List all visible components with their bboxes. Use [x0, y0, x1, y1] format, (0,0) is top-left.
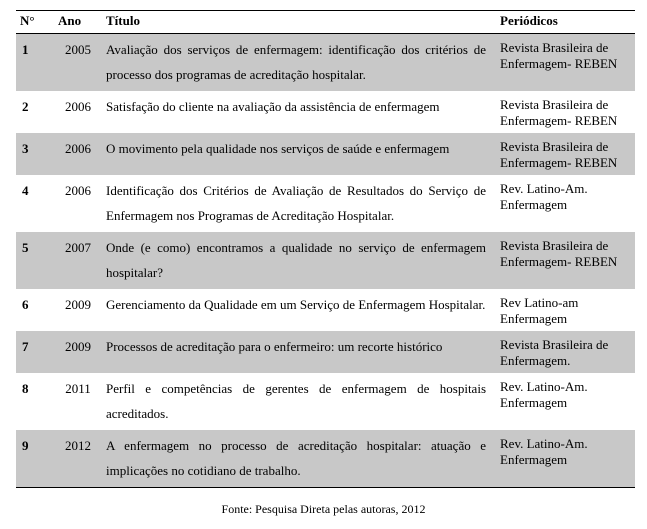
- row-num: 8: [22, 381, 29, 396]
- row-num: 7: [16, 331, 54, 373]
- row-title: Perfil e competências de gerentes de enfermagem de hospitais acreditados.: [106, 381, 486, 421]
- row-num: 2: [22, 99, 29, 114]
- row-year: 2006: [65, 183, 91, 198]
- row-title: Processos de acreditação para o enfermeiro: um recorte histórico: [102, 331, 496, 373]
- row-journal: Revista Brasileira de Enfermagem- REBEN: [496, 232, 635, 289]
- row-journal: Revista Brasileira de Enfermagem- REBEN: [500, 97, 618, 128]
- row-num: 3: [16, 133, 54, 175]
- row-journal: Rev. Latino-Am. Enfermagem: [500, 181, 588, 212]
- row-year: 2012: [54, 430, 102, 488]
- header-year: Ano: [58, 13, 82, 28]
- row-journal: Revista Brasileira de Enfermagem- REBEN: [496, 34, 635, 92]
- row-year: 2011: [65, 381, 91, 396]
- row-title: Identificação dos Critérios de Avaliação de Resultados do Serviço de Enfermagem nos Programas de Acreditação Hospitalar.: [106, 183, 486, 223]
- row-title: A enfermagem no processo de acreditação hospitalar: atuação e implicações no cotidiano de trabalho.: [102, 430, 496, 488]
- table-row: [16, 232, 635, 289]
- row-year: 2005: [54, 34, 102, 92]
- articles-table: [16, 10, 635, 488]
- row-journal: Rev. Latino-Am. Enfermagem: [496, 430, 635, 488]
- row-journal: Revista Brasileira de Enfermagem.: [496, 331, 635, 373]
- row-num: 6: [22, 297, 29, 312]
- row-num: 9: [16, 430, 54, 488]
- row-year: 2009: [65, 297, 91, 312]
- header-title: Título: [106, 13, 140, 28]
- row-title: Gerenciamento da Qualidade em um Serviço de Enfermagem Hospitalar.: [106, 297, 486, 312]
- row-year: 2009: [54, 331, 102, 373]
- row-year: 2006: [54, 133, 102, 175]
- table-row: [16, 331, 635, 373]
- header-num: N°: [20, 13, 35, 28]
- row-journal: Revista Brasileira de Enfermagem- REBEN: [496, 133, 635, 175]
- table-row: [16, 373, 635, 430]
- articles-table-wrapper: [16, 10, 635, 488]
- row-num: 5: [16, 232, 54, 289]
- table-row: [16, 430, 635, 488]
- table-row: [16, 133, 635, 175]
- row-title: O movimento pela qualidade nos serviços de saúde e enfermagem: [102, 133, 496, 175]
- header-journal: Periódicos: [500, 13, 558, 28]
- row-title: Satisfação do cliente na avaliação da assistência de enfermagem: [106, 99, 440, 114]
- table-row: [16, 175, 635, 232]
- row-num: 4: [22, 183, 29, 198]
- table-header: [16, 11, 635, 34]
- table-body: [16, 34, 635, 488]
- table-row: [16, 34, 635, 92]
- row-journal: Rev. Latino-Am. Enfermagem: [500, 379, 588, 410]
- row-title: Avaliação dos serviços de enfermagem: identificação dos critérios de processo dos programas de acreditação hospitalar.: [102, 34, 496, 92]
- table-row: [16, 289, 635, 331]
- row-num: 1: [16, 34, 54, 92]
- row-title: Onde (e como) encontramos a qualidade no serviço de enfermagem hospitalar?: [102, 232, 496, 289]
- row-year: 2007: [54, 232, 102, 289]
- header-row: [16, 11, 635, 34]
- table-row: [16, 91, 635, 133]
- row-year: 2006: [65, 99, 91, 114]
- table-source-note: Fonte: Pesquisa Direta pelas autoras, 2012: [221, 502, 426, 516]
- row-journal: Rev Latino-am Enfermagem: [500, 295, 579, 326]
